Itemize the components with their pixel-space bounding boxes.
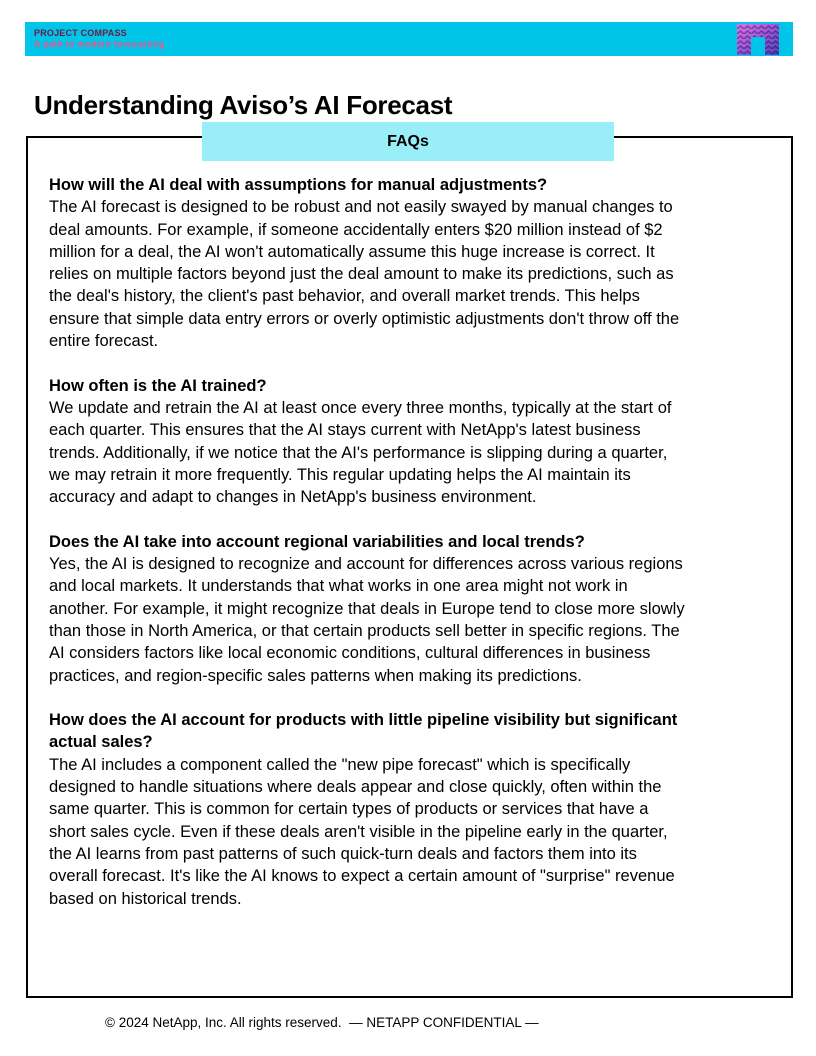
faqs-tab: FAQs <box>202 122 614 161</box>
faq-question: How often is the AI trained? <box>49 376 267 395</box>
header-text <box>34 28 165 50</box>
faq-answer: The AI forecast is designed to be robust and not easily swayed by manual changes to deal amounts. For example, if someone accidentally enters $20 million instead of $2 million for a deal, the AI won't automatically assume this huge increase is correct. It relies on multiple factors beyond just the deal amount to make its predictions, such as the deal's history, the client's past behavior, and overall market trends. This helps ensure that simple data entry errors or overly optimistic adjustments don't throw off the entire forecast. <box>49 198 680 351</box>
faq-question: How does the AI account for products with little pipeline visibility but significant actual sales? <box>49 711 678 752</box>
project-name: PROJECT COMPASS <box>34 28 127 38</box>
faq-answer: We update and retrain the AI at least once every three months, typically at the start of each quarter. This ensures that the AI stays current with NetApp's latest business trends. Additionally, if we notice that the AI's performance is slipping during a quarter, we may retrain it more frequently. This regular updating helps the AI maintain its accuracy and adapt to changes in NetApp's business environment. <box>49 398 672 507</box>
header-bar <box>25 22 793 56</box>
faq-answer: The AI includes a component called the "new pipe forecast" which is specifically designed to handle situations where deals appear and close quickly, often within the same quarter. This is common for certain types of products or services that have a short sales cycle. Even if these deals aren't visible in the pipeline early in the quarter, the AI learns from past patterns of such quick-turn deals and factors them into its overall forecast. It's like the AI knows to expect a certain amount of "surprise" revenue based on historical trends. <box>49 755 675 908</box>
faq-list <box>49 174 771 932</box>
faq-item <box>49 174 771 352</box>
faq-item <box>49 375 771 509</box>
netapp-logo-icon <box>737 24 779 55</box>
faq-answer: Yes, the AI is designed to recognize and account for differences across various regions and local markets. It understands that what works in one area might not work in another. For example, it might recognize that deals in Europe tend to close more slowly than those in North America, or that certain products sell better in specific regions. The AI considers factors like local economic conditions, cultural differences in business practices, and region-specific sales patterns when making its predictions. <box>49 555 685 685</box>
faq-item <box>49 531 771 687</box>
faq-question: How will the AI deal with assumptions for manual adjustments? <box>49 176 548 194</box>
footer-text: © 2024 NetApp, Inc. All rights reserved. — NETAPP CONFIDENTIAL — <box>105 1015 539 1030</box>
project-tagline: A path to modern forecasting <box>34 39 165 49</box>
faq-question: Does the AI take into account regional variabilities and local trends? <box>49 532 585 551</box>
faq-item <box>49 709 771 910</box>
page-title: Understanding Aviso’s AI Forecast <box>34 90 453 121</box>
